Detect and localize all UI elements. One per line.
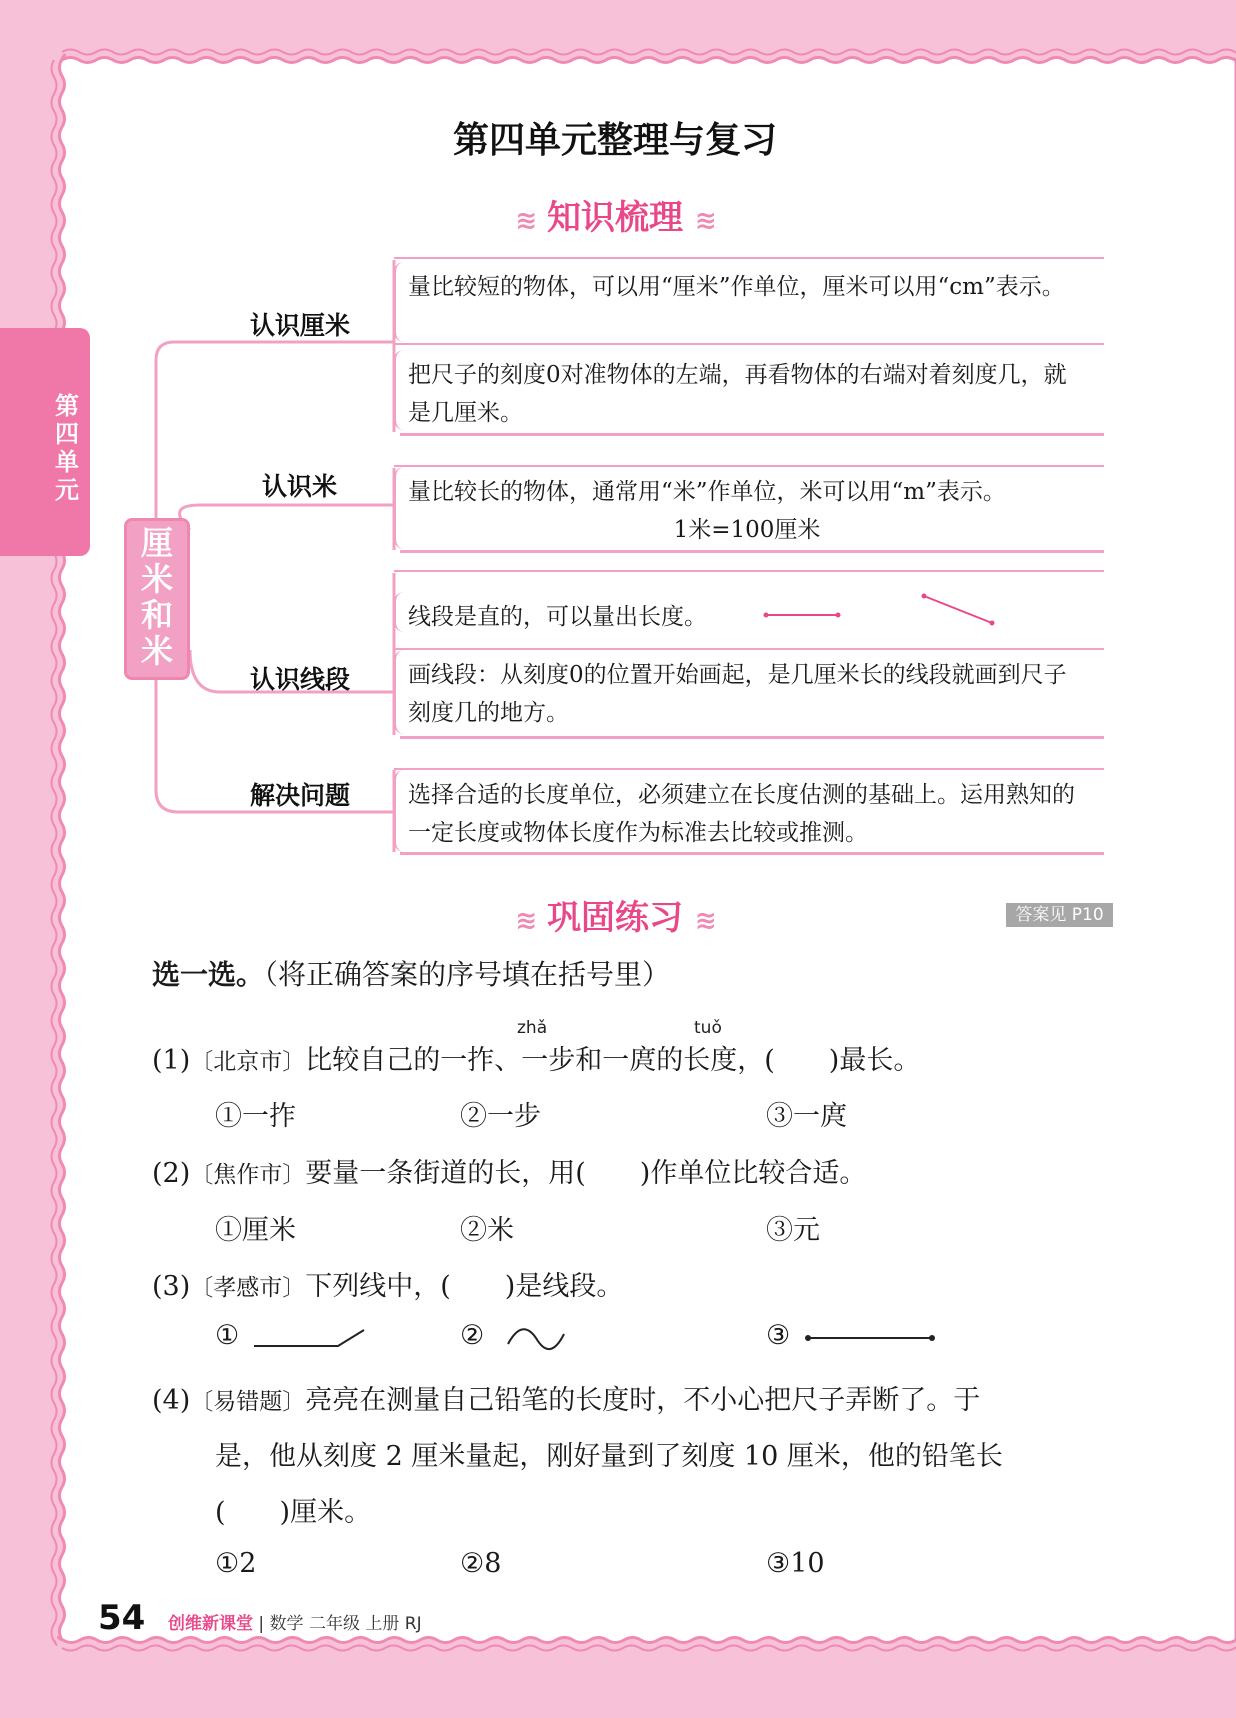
question-text: 比较自己的一 (305, 1045, 468, 1076)
q2-option-2[interactable]: ②米 (460, 1215, 514, 1246)
q4-option-3[interactable]: ③10 (766, 1548, 825, 1579)
q3-option-3[interactable]: ③ (766, 1320, 791, 1351)
footer-brand: 创维新课堂 (168, 1614, 253, 1634)
section-practice-label: 巩固练习 (547, 898, 683, 938)
knowledge-text: 量比较短的物体，可以用“厘米”作单位，厘米可以用“cm”表示。 (408, 274, 1065, 300)
mindmap-root: 厘米和米 (124, 518, 190, 680)
q1-option-1[interactable]: ①一拃 (215, 1101, 296, 1132)
question-text: 下列线中，( )是线段。 (305, 1271, 624, 1302)
footer-book-info: 数学 二年级 上册 RJ (269, 1614, 422, 1634)
question-source-tag: 〔孝感市〕 (190, 1275, 306, 1301)
branch-label-cm: 认识厘米 (250, 311, 351, 340)
answer-reference-badge: 答案见 P10 (1006, 903, 1113, 927)
q1-option-3[interactable]: ③一庹 (766, 1101, 847, 1132)
question-number: (3) (152, 1271, 191, 1302)
word-tuo: 庹 (629, 1045, 657, 1076)
question-4 (152, 1378, 980, 1417)
branch-label-problem: 解决问题 (250, 781, 351, 810)
footer-separator: | (253, 1614, 270, 1634)
broken-line-figure (254, 1330, 364, 1346)
q1-option-2[interactable]: ②一步 (460, 1101, 541, 1132)
branch-label-segment: 认识线段 (250, 665, 351, 694)
wave-decoration-icon: ≋ (515, 906, 536, 936)
knowledge-text: 把尺子的刻度0对准物体的左端，再看物体的右端对着刻度几，就是几厘米。 (408, 362, 1067, 426)
q2-option-1[interactable]: ①厘米 (215, 1215, 296, 1246)
q3-option-1[interactable]: ① (215, 1320, 240, 1351)
knowledge-text: 选择合适的长度单位，必须建立在长度估测的基础上。运用熟知的一定长度或物体长度作为标准去比较或推测。 (408, 782, 1075, 846)
pinyin-zha: zhǎ (517, 1018, 548, 1038)
q3-option-2[interactable]: ② (460, 1320, 485, 1351)
instruction-rest: （将正确答案的序号填在括号里） (264, 958, 671, 991)
question-4-line2: 是，他从刻度 2 厘米量起，刚好量到了刻度 10 厘米，他的铅笔长 (215, 1441, 1003, 1472)
question-source-tag: 〔北京市〕 (190, 1049, 306, 1075)
page-number: 54 (98, 1598, 146, 1638)
question-source-tag: 〔焦作市〕 (190, 1162, 306, 1188)
footer-info (168, 1609, 422, 1634)
question-text: 的长度，( )最长。 (656, 1045, 921, 1076)
instruction-bold: 选一选。 (152, 958, 265, 991)
knowledge-text: 量比较长的物体，通常用“米”作单位，米可以用“m”表示。 (408, 479, 1006, 505)
wave-decoration-icon: ≋ (694, 206, 715, 236)
question-number: (1) (152, 1045, 191, 1076)
question-text: 亮亮在测量自己铅笔的长度时，不小心把尺子弄断了。于 (305, 1385, 981, 1416)
question-number: (4) (152, 1385, 191, 1416)
q2-option-3[interactable]: ③元 (766, 1215, 820, 1246)
question-source-tag: 〔易错题〕 (190, 1389, 306, 1415)
question-text: 要量一条街道的长，用( )作单位比较合适。 (305, 1158, 867, 1189)
question-text: 、一步和一 (494, 1045, 630, 1076)
wave-decoration-icon: ≋ (694, 906, 715, 936)
question-number: (2) (152, 1158, 191, 1189)
curve-line-figure (508, 1329, 564, 1349)
q4-option-2[interactable]: ②8 (460, 1548, 502, 1579)
pinyin-tuo: tuǒ (694, 1018, 722, 1038)
knowledge-text: 线段是直的，可以量出长度。 (408, 604, 707, 630)
section-knowledge-label: 知识梳理 (547, 198, 683, 238)
question-4-line3: ( )厘米。 (215, 1497, 372, 1528)
chapter-tab-label: 第四单元 (55, 392, 79, 504)
knowledge-formula: 1米=100厘米 (673, 517, 821, 543)
q4-option-1[interactable]: ①2 (215, 1548, 257, 1579)
branch-label-m: 认识米 (262, 472, 338, 501)
knowledge-text: 画线段：从刻度0的位置开始画起，是几厘米长的线段就画到尺子刻度几的地方。 (408, 662, 1067, 726)
wave-decoration-icon: ≋ (515, 206, 536, 236)
page-title: 第四单元整理与复习 (452, 120, 777, 161)
word-zha: 拃 (467, 1045, 495, 1076)
